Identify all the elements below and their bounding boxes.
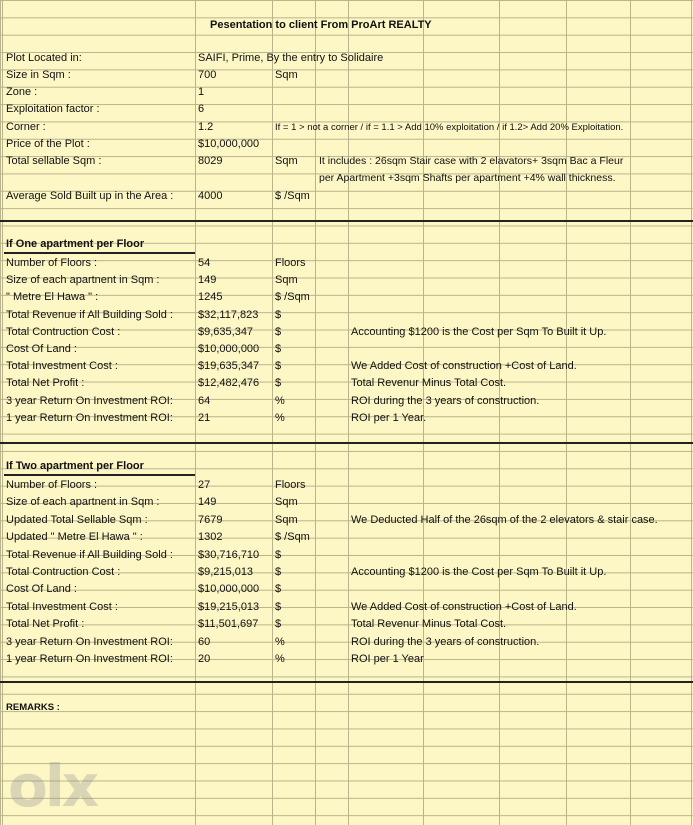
row-unit: $	[275, 377, 282, 390]
plot-unit: Sqm	[275, 155, 298, 167]
row-unit: $	[275, 600, 282, 613]
row-value: 21	[198, 411, 211, 424]
row-unit: Sqm	[275, 496, 298, 509]
plot-note: It includes : 26sqm Stair case with 2 elavators+ 3sqm Bac a Fleur	[319, 155, 624, 167]
row-value: $10,000,000	[198, 583, 260, 596]
row-label: 3 year Return On Investment ROI:	[6, 635, 173, 648]
row-value: $9,215,013	[198, 566, 254, 578]
plot-label: Corner :	[6, 121, 46, 133]
row-note: Accounting $1200 is the Cost per Sqm To Built it Up.	[351, 325, 607, 338]
plot-label: Total sellable Sqm :	[6, 155, 102, 167]
heading-underline	[4, 252, 195, 254]
row-value: 1302	[198, 531, 223, 544]
section-heading: If One apartment per Floor	[6, 238, 145, 250]
row-label: Total Investment Cost :	[6, 600, 118, 613]
plot-label: Price of the Plot :	[6, 138, 90, 150]
plot-value: 4000	[198, 190, 223, 202]
section-divider-3	[0, 681, 693, 683]
row-note: ROI during the 3 years of construction.	[351, 394, 540, 407]
row-unit: $	[275, 325, 282, 338]
plot-unit: Sqm	[275, 69, 298, 81]
row-note: We Added Cost of construction +Cost of Land.	[351, 600, 577, 613]
row-label: Total Revenue if All Building Sold :	[6, 548, 173, 561]
section-divider-1	[0, 220, 693, 222]
row-note: Total Revenur Minus Total Cost.	[351, 377, 507, 390]
plot-label: Zone :	[6, 86, 38, 98]
row-unit: Floors	[275, 257, 306, 269]
row-value: 149	[198, 274, 217, 287]
plot-value: 6	[198, 103, 205, 115]
row-label: Total Net Profit :	[6, 377, 85, 390]
row-value: $19,635,347	[198, 360, 260, 373]
row-note: We Deducted Half of the 26sqm of the 2 elevators & stair case.	[351, 513, 658, 526]
row-value: 27	[198, 479, 211, 491]
row-unit: %	[275, 635, 285, 648]
plot-value: 700	[198, 69, 217, 81]
row-value: $32,117,823	[198, 308, 259, 321]
plot-value: 1	[198, 86, 205, 98]
plot-value: 8029	[198, 155, 223, 167]
plot-note: If = 1 > not a corner / if = 1.1 > Add 10% exploitation / if 1.2> Add 20% Exploitation.	[275, 122, 624, 133]
row-unit: %	[275, 653, 285, 665]
row-label: Cost Of Land :	[6, 583, 77, 596]
row-unit: Sqm	[275, 274, 298, 287]
row-value: $19,215,013	[198, 600, 260, 613]
row-label: Updated Total Sellable Sqm :	[6, 513, 148, 526]
plot-note: per Apartment +3sqm Shafts per apartment +4% wall thickness.	[319, 172, 616, 184]
row-unit: $ /Sqm	[275, 531, 310, 544]
row-unit: $	[275, 343, 282, 355]
row-value: 20	[198, 653, 211, 665]
row-unit: $	[275, 618, 282, 631]
row-unit: $	[275, 548, 282, 561]
row-value: 149	[198, 496, 217, 509]
row-unit: $	[275, 583, 282, 596]
heading-underline	[4, 474, 195, 476]
plot-label: Plot Located in:	[6, 52, 82, 64]
row-label: Size of each apartnent in Sqm :	[6, 496, 160, 509]
row-unit: %	[275, 411, 285, 424]
row-label: 1 year Return On Investment ROI:	[6, 411, 173, 424]
row-label: Total Contruction Cost :	[6, 566, 121, 578]
plot-label: Exploitation factor :	[6, 103, 100, 115]
plot-value: 1.2	[198, 121, 214, 133]
row-unit: $	[275, 566, 282, 578]
row-label: Total Net Profit :	[6, 618, 85, 631]
section-heading: If Two apartment per Floor	[6, 460, 144, 472]
row-value: $12,482,476	[198, 377, 260, 390]
row-label: Total Revenue if All Building Sold :	[6, 308, 173, 321]
row-value: $9,635,347	[198, 325, 254, 338]
row-unit: %	[275, 394, 285, 407]
row-unit: Sqm	[275, 513, 298, 526]
row-value: $10,000,000	[198, 343, 260, 355]
row-unit: Floors	[275, 479, 306, 491]
row-value: 64	[198, 394, 211, 407]
row-unit: $	[275, 308, 282, 321]
row-note: Accounting $1200 is the Cost per Sqm To Built it Up.	[351, 566, 607, 578]
row-note: ROI per 1 Year.	[351, 411, 427, 424]
row-value: $11,501,697	[198, 618, 259, 631]
plot-unit: $ /Sqm	[275, 190, 310, 202]
row-value: 60	[198, 635, 211, 648]
row-unit: $	[275, 360, 282, 373]
olx-watermark: olx	[8, 752, 97, 820]
row-label: Updated " Metre El Hawa " :	[6, 531, 143, 544]
plot-label: Size in Sqm :	[6, 69, 71, 81]
row-value: 7679	[198, 513, 223, 526]
plot-value: $10,000,000	[198, 138, 260, 150]
row-note: Total Revenur Minus Total Cost.	[351, 618, 507, 631]
row-label: Cost Of Land :	[6, 343, 77, 355]
row-unit: $ /Sqm	[275, 291, 310, 304]
section-divider-2	[0, 442, 693, 444]
row-note: ROI per 1 Year	[351, 653, 424, 665]
row-label: 3 year Return On Investment ROI:	[6, 394, 173, 407]
row-value: $30,716,710	[198, 548, 260, 561]
row-note: We Added Cost of construction +Cost of Land.	[351, 360, 577, 373]
plot-value: SAIFI, Prime, By the entry to Solidaire	[198, 52, 384, 64]
remarks-label: REMARKS :	[6, 702, 60, 713]
page-title: Pesentation to client From ProArt REALTY	[210, 19, 432, 31]
row-label: Size of each apartnent in Sqm :	[6, 274, 160, 287]
row-label: Number of Floors :	[6, 257, 98, 269]
plot-label: Average Sold Built up in the Area :	[6, 190, 174, 202]
row-label: 1 year Return On Investment ROI:	[6, 653, 173, 665]
row-label: " Metre El Hawa " :	[6, 291, 99, 304]
row-label: Number of Floors :	[6, 479, 98, 491]
row-note: ROI during the 3 years of construction.	[351, 635, 540, 648]
row-value: 1245	[198, 291, 223, 304]
row-label: Total Contruction Cost :	[6, 325, 121, 338]
row-value: 54	[198, 257, 211, 269]
row-label: Total Investment Cost :	[6, 360, 118, 373]
